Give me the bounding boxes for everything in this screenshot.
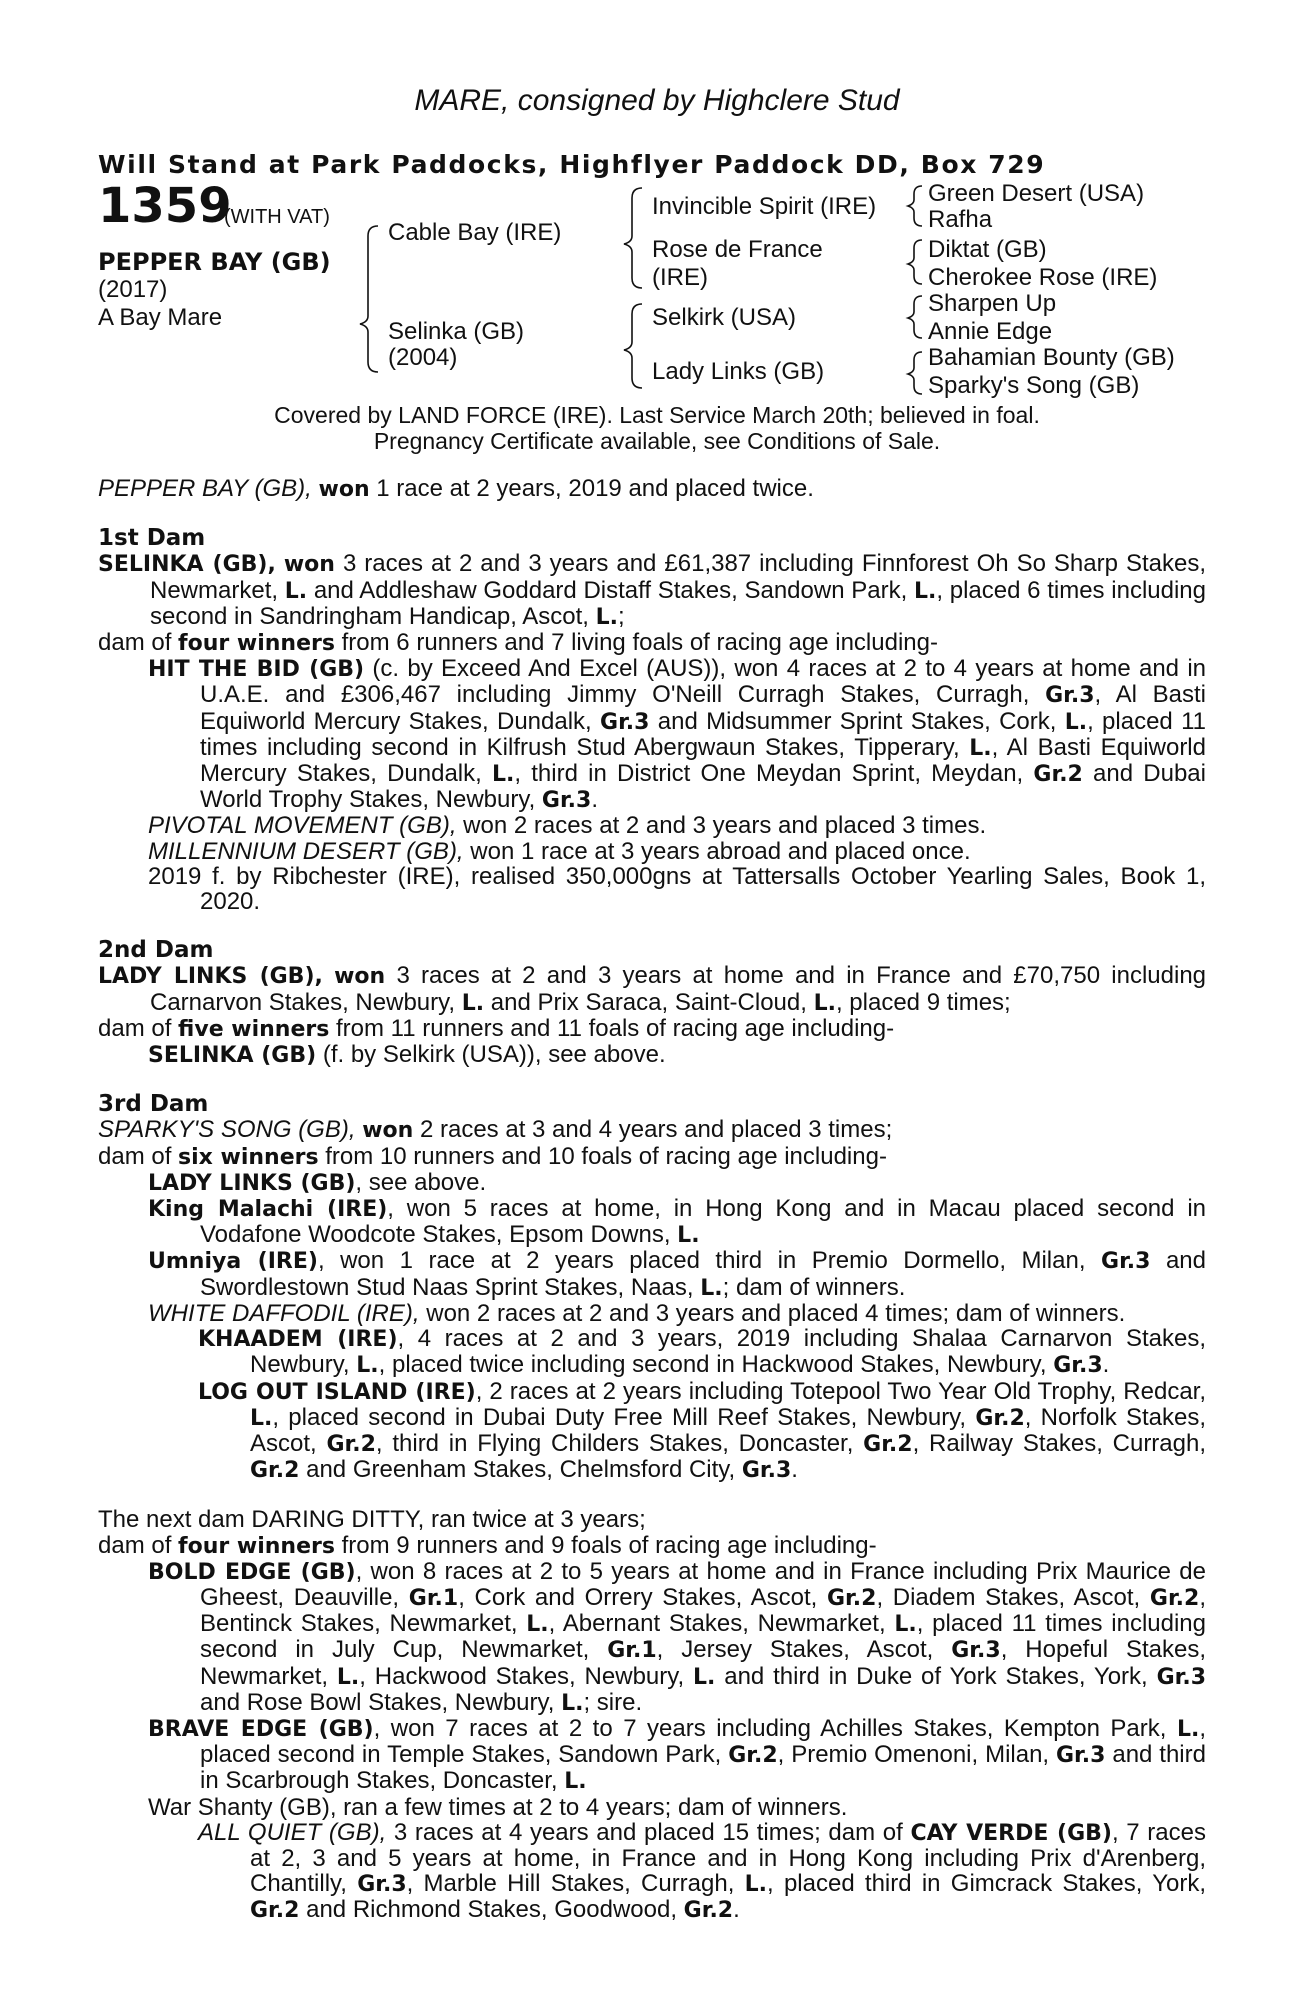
produce-millennium-desert: MILLENNIUM DESERT (GB), won 1 race at 3 years abroad and placed once. <box>148 837 971 865</box>
pedigree-gen3-4: Cherokee Rose (IRE) <box>928 264 1158 291</box>
produce-selinka: SELINKA (GB) (f. by Selkirk (USA)), see above. <box>148 1041 666 1069</box>
covering-line: Covered by LAND FORCE (IRE). Last Service March 20th; believed in foal. <box>274 402 1040 428</box>
horse-year: (2017) <box>98 276 168 303</box>
first-dam-heading: 1st Dam <box>98 525 206 552</box>
second-dam-record: LADY LINKS (GB), won 3 races at 2 and 3 years at home and in France and £70,750 including Carnarvon Stakes, Newbury, L. and Prix Saraca, Saint-Cloud, L., placed 9 times; <box>98 962 1207 1016</box>
pedigree-gen3-8: Sparky's Song (GB) <box>928 372 1140 399</box>
produce-lady-links: LADY LINKS (GB), see above. <box>148 1168 487 1196</box>
vat-note: (WITH VAT) <box>224 206 330 228</box>
pedigree-gen3-1: Green Desert (USA) <box>928 180 1145 207</box>
produce-umniya: Umniya (IRE), won 1 race at 2 years placed third in Premio Dormello, Milan, Gr.3 and Swordlestown Stud Naas Sprint Stakes, Naas, L.; dam of winners. <box>148 1247 1206 1301</box>
pedigree-dam: Selinka (GB) <box>388 318 525 345</box>
lot-race-record: PEPPER BAY (GB), won 1 race at 2 years, 2019 and placed twice. <box>98 475 814 502</box>
produce-brave-edge: BRAVE EDGE (GB), won 7 races at 2 to 7 years including Achilles Stakes, Kempton Park, L., placed second in Temple Stakes, Sandown Park, Gr.2, Premio Omenoni, Milan, Gr.3 and third in Scarbrough Stakes, Doncaster, L. <box>148 1714 1206 1795</box>
pedigree-gen3-2: Rafha <box>928 206 993 233</box>
produce-king-malachi: King Malachi (IRE), won 5 races at home, in Hong Kong and in Macau placed second in Vodafone Woodcote Stakes, Epsom Downs, L. <box>148 1195 1206 1249</box>
horse-name: PEPPER BAY (GB) <box>98 248 331 276</box>
pedigree-sire-dam-country: (IRE) <box>652 264 708 291</box>
second-dam-heading: 2nd Dam <box>98 937 214 964</box>
pedigree-gen3-3: Diktat (GB) <box>928 236 1047 263</box>
horse-description: A Bay Mare <box>98 304 223 331</box>
pedigree-sire-sire: Invincible Spirit (IRE) <box>652 193 877 220</box>
produce-war-shanty: War Shanty (GB), ran a few times at 2 to 4 years; dam of winners. <box>148 1793 848 1821</box>
pedigree-gen3-6: Annie Edge <box>928 318 1053 345</box>
race-record-body <box>98 476 1206 1924</box>
first-dam-produce-summary: dam of four winners from 6 runners and 7 living foals of racing age including- <box>98 629 938 657</box>
produce-log-out-island: LOG OUT ISLAND (IRE), 2 races at 2 years including Totepool Two Year Old Trophy, Redcar, L., placed second in Dubai Duty Free Mill Reef Stakes, Newbury, Gr.2, Norfolk Stakes, Ascot, Gr.2, third in Flying Childers Stakes, Doncaster, Gr.2, Railway Stakes, Curragh, Gr.2 and Greenham Stakes, Chelmsford City, Gr.3. <box>198 1377 1207 1484</box>
third-dam-produce-summary: dam of six winners from 10 runners and 10 foals of racing age including- <box>98 1142 887 1170</box>
first-dam-record: SELINKA (GB), won 3 races at 2 and 3 years and £61,387 including Finnforest Oh So Sharp Stakes, Newmarket, L. and Addleshaw Goddard Distaff Stakes, Sandown Park, L., placed 6 times including second in Sandringham Handicap, Ascot, L.; <box>98 550 1206 630</box>
pedigree-sire-dam: Rose de France <box>652 236 823 263</box>
next-dam-produce-summary: dam of four winners from 9 runners and 9 foals of racing age including- <box>98 1531 877 1559</box>
produce-all-quiet: ALL QUIET (GB), 3 races at 4 years and placed 15 times; dam of CAY VERDE (GB), 7 races at 2, 3 and 5 years at home, in France and in Hong Kong including Prix d'Arenberg, Chantilly, Gr.3, Marble Hill Stakes, Curragh, L., placed third in Gimcrack Stakes, York, Gr.2 and Richmond Stakes, Goodwood, Gr.2. <box>198 1818 1207 1924</box>
produce-pivotal-movement: PIVOTAL MOVEMENT (GB), won 2 races at 2 and 3 years and placed 3 times. <box>148 812 987 840</box>
pedigree-dam-year: (2004) <box>388 344 458 371</box>
stand-location: Will Stand at Park Paddocks, Highflyer Paddock DD, Box 729 <box>98 150 1046 179</box>
third-dam-record: SPARKY'S SONG (GB), won 2 races at 3 and 4 years and placed 3 times; <box>98 1116 893 1144</box>
produce-2019-filly: 2019 f. by Ribchester (IRE), realised 350,000gns at Tattersalls October Yearling Sales, Book 1, 2020. <box>148 862 1206 916</box>
pedigree-dam-dam: Lady Links (GB) <box>652 358 825 385</box>
pedigree-dam-sire: Selkirk (USA) <box>652 304 797 331</box>
lot-number: 1359 <box>98 178 232 234</box>
page-title: MARE, consigned by Highclere Stud <box>414 84 900 117</box>
produce-hit-the-bid: HIT THE BID (GB) (c. by Exceed And Excel (AUS)), won 4 races at 2 to 4 years at home and in U.A.E. and £306,467 including Jimmy O'Neill Curragh Stakes, Curragh, Gr.3, Al Basti Equiworld Mercury Stakes, Dundalk, Gr.3 and Midsummer Sprint Stakes, Cork, L., placed 11 times including second in Kilfrush Stud Abergwaun Stakes, Tipperary, L., Al Basti Equiworld Mercury Stakes, Dundalk, L., third in District One Meydan Sprint, Meydan, Gr.2 and Dubai World Trophy Stakes, Newbury, Gr.3. <box>148 655 1207 814</box>
produce-khaadem: KHAADEM (IRE), 4 races at 2 and 3 years, 2019 including Shalaa Carnarvon Stakes, Newbury, L., placed twice including second in Hackwood Stakes, Newbury, Gr.3. <box>198 1325 1206 1379</box>
second-dam-produce-summary: dam of five winners from 11 runners and 11 foals of racing age including- <box>98 1014 895 1042</box>
third-dam-heading: 3rd Dam <box>98 1091 209 1118</box>
produce-white-daffodil: WHITE DAFFODIL (IRE), won 2 races at 2 and 3 years and placed 4 times; dam of winners. <box>148 1299 1126 1327</box>
pedigree-gen3-7: Bahamian Bounty (GB) <box>928 344 1175 371</box>
produce-bold-edge: BOLD EDGE (GB), won 8 races at 2 to 5 years at home and in France including Prix Maurice de Gheest, Deauville, Gr.1, Cork and Orrery Stakes, Ascot, Gr.2, Diadem Stakes, Ascot, Gr.2, Bentinck Stakes, Newmarket, L., Abernant Stakes, Newmarket, L., placed 11 times including second in July Cup, Newmarket, Gr.1, Jersey Stakes, Ascot, Gr.3, Hopeful Stakes, Newmarket, L., Hackwood Stakes, Newbury, L. and third in Duke of York Stakes, York, Gr.3 and Rose Bowl Stakes, Newbury, L.; sire. <box>148 1557 1207 1716</box>
pregnancy-line: Pregnancy Certificate available, see Conditions of Sale. <box>373 428 941 454</box>
pedigree-gen3-5: Sharpen Up <box>928 290 1057 317</box>
next-dam-record: The next dam DARING DITTY, ran twice at 3 years; <box>98 1506 646 1534</box>
covering-note <box>0 402 1314 454</box>
pedigree-sire: Cable Bay (IRE) <box>388 219 562 246</box>
